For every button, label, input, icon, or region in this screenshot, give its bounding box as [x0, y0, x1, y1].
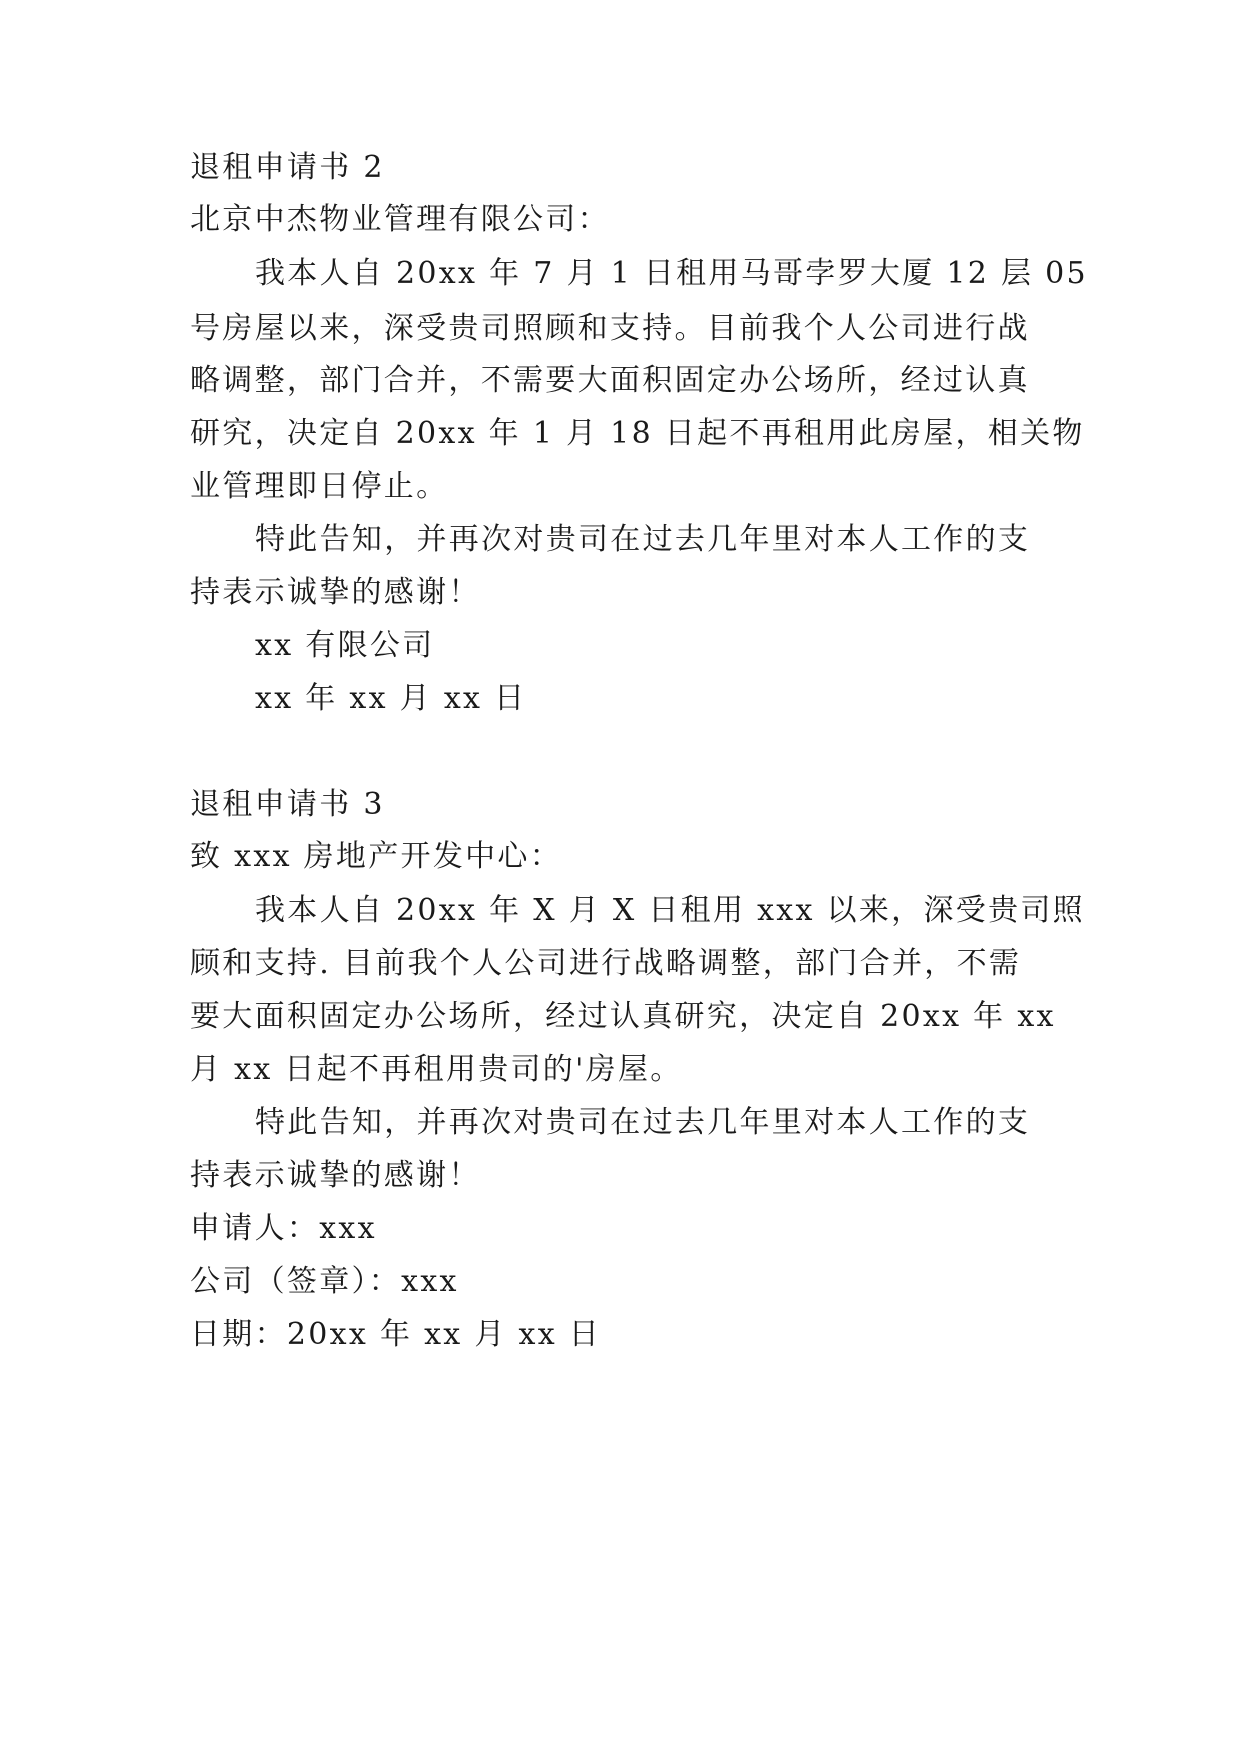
- letter3-closing-line-2: 持表示诚挚的感谢！: [190, 1158, 481, 1193]
- letter3-body-line-2: 顾和支持. 目前我个人公司进行战略调整，部门合并，不需: [190, 946, 1022, 981]
- letter3-title: 退租申请书 3: [190, 787, 385, 822]
- letter3-closing-line-1: 特此告知，并再次对贵司在过去几年里对本人工作的支: [255, 1105, 1031, 1140]
- letter3-addressee: 致 xxx 房地产开发中心：: [190, 839, 563, 874]
- letter2-addressee: 北京中杰物业管理有限公司：: [190, 202, 610, 237]
- letter2-body-line-1: 我本人自 20xx 年 7 月 1 日租用马哥孛罗大厦 12 层 05: [255, 256, 1088, 291]
- letter2-company: xx 有限公司: [255, 628, 435, 663]
- letter3-body-line-1: 我本人自 20xx 年 X 月 X 日租用 xxx 以来，深受贵司照: [255, 893, 1085, 928]
- letter3-applicant: 申请人：xxx: [190, 1211, 377, 1246]
- letter3-body-line-4: 月 xx 日起不再租用贵司的'房屋。: [190, 1052, 683, 1087]
- letter2-body-line-4: 研究，决定自 20xx 年 1 月 18 日起不再租用此房屋，相关物: [190, 416, 1085, 451]
- letter3-body-line-3: 要大面积固定办公场所，经过认真研究，决定自 20xx 年 xx: [190, 999, 1056, 1034]
- letter2-closing-line-2: 持表示诚挚的感谢！: [190, 575, 481, 610]
- letter2-title: 退租申请书 2: [190, 150, 385, 185]
- letter3-company-seal: 公司（签章）：xxx: [190, 1264, 459, 1299]
- letter2-closing-line-1: 特此告知，并再次对贵司在过去几年里对本人工作的支: [255, 522, 1031, 557]
- letter2-date: xx 年 xx 月 xx 日: [255, 681, 527, 716]
- letter3-date: 日期：20xx 年 xx 月 xx 日: [190, 1317, 602, 1352]
- letter2-body-line-5: 业管理即日停止。: [190, 469, 449, 504]
- letter2-body-line-2: 号房屋以来，深受贵司照顾和支持。目前我个人公司进行战: [190, 311, 1030, 346]
- letter2-body-line-3: 略调整，部门合并，不需要大面积固定办公场所，经过认真: [190, 363, 1030, 398]
